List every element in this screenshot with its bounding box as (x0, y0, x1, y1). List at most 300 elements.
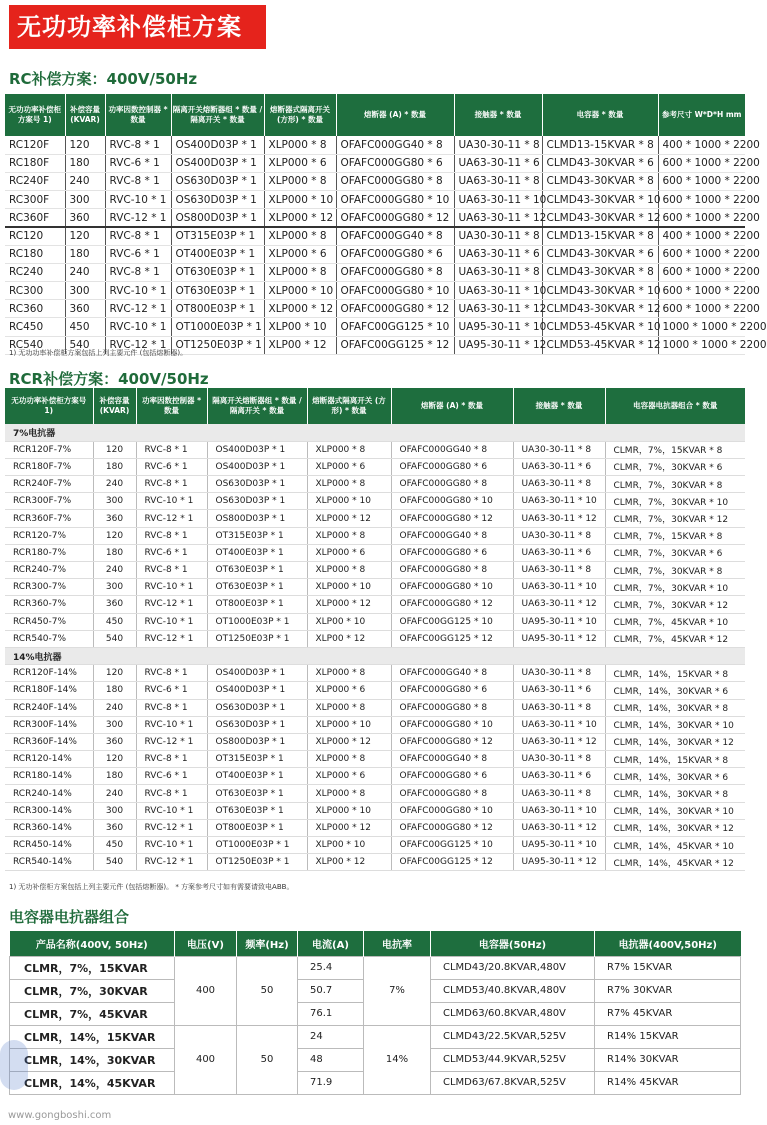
table-cell: OS400D03P * 1 (207, 441, 307, 458)
table-cell: 600 * 1000 * 2200 (658, 245, 745, 263)
voltage-cell: 400 (175, 956, 237, 1025)
table-cell: RVC-12 * 1 (136, 733, 207, 750)
rcr-header-cell: 无功功率补偿柜方案号 1) (5, 388, 93, 424)
table-cell: OFAFC000GG40 * 8 (391, 665, 513, 682)
table-cell: 540 (65, 336, 105, 354)
table-row (5, 282, 745, 300)
table-row (10, 956, 741, 979)
table-cell: XLP000 * 8 (264, 227, 336, 245)
table-cell: RVC-10 * 1 (105, 191, 171, 209)
table-cell: RCR120-14% (5, 751, 93, 768)
combo-header-cell: 产品名称(400V, 50Hz) (10, 931, 175, 956)
current-cell: 25.4 (298, 956, 364, 979)
table-cell: 300 (93, 802, 136, 819)
table-cell: OFAFC000GG40 * 8 (391, 751, 513, 768)
table-row (5, 493, 745, 510)
table-cell: UA95-30-11 * 10 (454, 318, 542, 336)
table-cell: 360 (93, 596, 136, 613)
table-cell: UA63-30-11 * 8 (513, 699, 605, 716)
table-cell: CLMR，7%，30KVAR * 6 (605, 544, 745, 561)
rc-header-cell: 熔断器式隔离开关 (方形) * 数量 (264, 94, 336, 136)
table-row (5, 476, 745, 493)
rc-header-cell: 电容器 * 数量 (542, 94, 658, 136)
table-row (5, 716, 745, 733)
combo-header-cell: 电容器(50Hz) (431, 931, 595, 956)
table-cell: 360 (93, 510, 136, 527)
table-cell: OT400E03P * 1 (171, 245, 264, 263)
table-cell: RCR120F-7% (5, 441, 93, 458)
table-cell: UA63-30-11 * 8 (513, 476, 605, 493)
table-cell: XLP00 * 10 (264, 318, 336, 336)
table-cell: CLMD43-30KVAR * 8 (542, 172, 658, 190)
table-cell: UA63-30-11 * 8 (513, 562, 605, 579)
table-cell: 180 (93, 682, 136, 699)
table-cell: UA30-30-11 * 8 (513, 751, 605, 768)
table-cell: CLMR，7%，45KVAR * 12 (605, 630, 745, 647)
combo-header-cell: 电压(V) (175, 931, 237, 956)
table-row (5, 562, 745, 579)
table-cell: OT1000E03P * 1 (207, 837, 307, 854)
table-cell: RVC-8 * 1 (136, 562, 207, 579)
reactor-cell: R7% 30KVAR (595, 979, 741, 1002)
table-cell: CLMD43-30KVAR * 6 (542, 154, 658, 172)
table-cell: OT315E03P * 1 (171, 227, 264, 245)
table-cell: CLMR，14%，45KVAR * 10 (605, 837, 745, 854)
table-cell: RVC-8 * 1 (105, 172, 171, 190)
table-cell: OT630E03P * 1 (171, 282, 264, 300)
table-cell: UA30-30-11 * 8 (513, 441, 605, 458)
table-cell: CLMD13-15KVAR * 8 (542, 227, 658, 245)
table-cell: CLMR，14%，30KVAR * 8 (605, 785, 745, 802)
table-cell: XLP000 * 8 (307, 785, 391, 802)
table-cell: RC450 (5, 318, 65, 336)
table-cell: UA95-30-11 * 10 (513, 837, 605, 854)
table-row (10, 1025, 741, 1048)
table-cell: CLMD43-30KVAR * 6 (542, 245, 658, 263)
table-cell: 180 (93, 544, 136, 561)
table-cell: OS400D03P * 1 (207, 458, 307, 475)
table-cell: OFAFC000GG80 * 10 (336, 191, 454, 209)
table-cell: OFAFC000GG80 * 10 (336, 282, 454, 300)
combo-header-cell: 频率(Hz) (237, 931, 298, 956)
table-cell: XLP000 * 8 (264, 136, 336, 154)
table-cell: 300 (65, 282, 105, 300)
table-cell: OFAFC000GG80 * 12 (336, 300, 454, 318)
table-row (5, 596, 745, 613)
table-row (5, 136, 745, 154)
table-cell: OS630D03P * 1 (207, 493, 307, 510)
table-cell: RC240 (5, 263, 65, 281)
table-cell: OFAFC000GG80 * 6 (391, 544, 513, 561)
table-cell: RVC-8 * 1 (136, 476, 207, 493)
table-row (5, 751, 745, 768)
table-row (5, 154, 745, 172)
table-cell: OFAFC000GG80 * 10 (391, 579, 513, 596)
table-row (5, 209, 745, 227)
table-cell: XLP000 * 10 (307, 716, 391, 733)
table-cell: 450 (93, 837, 136, 854)
table-cell: RCR300F-7% (5, 493, 93, 510)
table-row (5, 699, 745, 716)
table-cell: 1000 * 1000 * 2200 (658, 318, 745, 336)
product-name: CLMR，7%，45KVAR (10, 1002, 175, 1025)
table-cell: 600 * 1000 * 2200 (658, 191, 745, 209)
table-cell: OFAFC000GG80 * 6 (391, 458, 513, 475)
table-row (5, 579, 745, 596)
table-cell: RVC-6 * 1 (136, 682, 207, 699)
table-cell: RVC-8 * 1 (136, 785, 207, 802)
table-cell: OFAFC000GG80 * 6 (336, 154, 454, 172)
table-row (5, 613, 745, 630)
table-cell: RCR120-7% (5, 527, 93, 544)
table-row (5, 665, 745, 682)
watermark: www.gongboshi.com (8, 1110, 112, 1121)
table-cell: OT1250E03P * 1 (207, 854, 307, 871)
table-cell: OFAFC000GG80 * 8 (391, 785, 513, 802)
rc-header-cell: 接触器 * 数量 (454, 94, 542, 136)
combo-header-cell: 电流(A) (298, 931, 364, 956)
table-cell: UA63-30-11 * 6 (513, 544, 605, 561)
table-cell: OT800E03P * 1 (171, 300, 264, 318)
rc-header-cell: 熔断器 (A) * 数量 (336, 94, 454, 136)
table-cell: XLP00 * 10 (307, 613, 391, 630)
table-cell: XLP000 * 8 (307, 527, 391, 544)
table-cell: RCR300-7% (5, 579, 93, 596)
current-cell: 48 (298, 1048, 364, 1071)
table-cell: CLMR，7%，30KVAR * 12 (605, 510, 745, 527)
table-row (5, 854, 745, 871)
table-cell: OS400D03P * 1 (171, 136, 264, 154)
table-cell: OFAFC000GG80 * 6 (391, 682, 513, 699)
table-cell: CLMR，7%，30KVAR * 10 (605, 579, 745, 596)
reactance-ratio-cell: 14% (364, 1025, 431, 1094)
table-cell: 600 * 1000 * 2200 (658, 154, 745, 172)
rcr-header-cell: 隔离开关熔断器组 * 数量 / 隔离开关 * 数量 (207, 388, 307, 424)
table-cell: UA30-30-11 * 8 (513, 665, 605, 682)
table-cell: OFAFC000GG80 * 8 (391, 699, 513, 716)
table-cell: RVC-12 * 1 (136, 510, 207, 527)
table-cell: 240 (93, 562, 136, 579)
table-cell: XLP000 * 12 (307, 819, 391, 836)
table-row (5, 527, 745, 544)
table-cell: RVC-8 * 1 (136, 751, 207, 768)
table-cell: OFAFC000GG80 * 12 (391, 733, 513, 750)
table-row (5, 263, 745, 281)
table-row (5, 172, 745, 190)
table-cell: 360 (93, 819, 136, 836)
table-cell: XLP000 * 8 (307, 476, 391, 493)
table-cell: UA95-30-11 * 10 (513, 613, 605, 630)
table-cell: RVC-6 * 1 (136, 544, 207, 561)
table-cell: 300 (65, 191, 105, 209)
table-cell: OS800D03P * 1 (171, 209, 264, 227)
capacitor-cell: CLMD53/44.9KVAR,525V (431, 1048, 595, 1071)
table-cell: OT315E03P * 1 (207, 751, 307, 768)
table-cell: 1000 * 1000 * 2200 (658, 336, 745, 354)
rc-header-cell: 无功功率补偿柜方案号 1) (5, 94, 65, 136)
table-row (5, 191, 745, 209)
current-cell: 50.7 (298, 979, 364, 1002)
table-cell: UA63-30-11 * 10 (513, 493, 605, 510)
table-cell: OT630E03P * 1 (171, 263, 264, 281)
table-cell: RCR240-7% (5, 562, 93, 579)
reactor-cell: R14% 15KVAR (595, 1025, 741, 1048)
table-row (5, 318, 745, 336)
table-row (5, 819, 745, 836)
table-row (5, 245, 745, 263)
table-cell: UA63-30-11 * 12 (513, 510, 605, 527)
table-cell: RVC-10 * 1 (136, 837, 207, 854)
table-cell: CLMD43-30KVAR * 8 (542, 263, 658, 281)
capacitor-cell: CLMD63/60.8KVAR,480V (431, 1002, 595, 1025)
table-cell: 360 (93, 733, 136, 750)
watermark-logo (0, 1040, 28, 1090)
rc-header-cell: 参考尺寸 W*D*H mm (658, 94, 745, 136)
table-cell: CLMD43-30KVAR * 10 (542, 191, 658, 209)
table-cell: 240 (65, 172, 105, 190)
table-cell: OT1250E03P * 1 (207, 630, 307, 647)
reactor-cell: R7% 45KVAR (595, 1002, 741, 1025)
table-cell: CLMD43-30KVAR * 12 (542, 300, 658, 318)
table-cell: UA63-30-11 * 8 (454, 263, 542, 281)
table-cell: UA63-30-11 * 12 (513, 733, 605, 750)
combo-header-cell: 电抗器(400V,50Hz) (595, 931, 741, 956)
product-name: CLMR，14%，30KVAR (10, 1048, 175, 1071)
table-cell: OFAFC000GG80 * 8 (336, 263, 454, 281)
table-cell: 300 (93, 716, 136, 733)
table-cell: CLMR，14%，30KVAR * 12 (605, 819, 745, 836)
table-cell: OFAFC000GG80 * 12 (391, 596, 513, 613)
table-cell: RVC-10 * 1 (105, 318, 171, 336)
table-cell: XLP000 * 10 (264, 191, 336, 209)
table-cell: CLMR，7%，30KVAR * 8 (605, 562, 745, 579)
table-cell: OFAFC000GG80 * 12 (391, 819, 513, 836)
rcr-section-title: RCR补偿方案：400V/50Hz (9, 370, 209, 388)
table-cell: 600 * 1000 * 2200 (658, 300, 745, 318)
table-cell: CLMR，7%，30KVAR * 8 (605, 476, 745, 493)
table-cell: UA63-30-11 * 12 (454, 209, 542, 227)
table-cell: OFAFC000GG80 * 6 (391, 768, 513, 785)
table-cell: RVC-8 * 1 (136, 527, 207, 544)
table-cell: 600 * 1000 * 2200 (658, 263, 745, 281)
table-cell: 400 * 1000 * 2200 (658, 136, 745, 154)
table-cell: CLMR，14%，45KVAR * 12 (605, 854, 745, 871)
frequency-cell: 50 (237, 1025, 298, 1094)
table-cell: RCR540-7% (5, 630, 93, 647)
table-cell: CLMR，14%，15KVAR * 8 (605, 751, 745, 768)
table-cell: XLP000 * 8 (307, 665, 391, 682)
table-cell: XLP000 * 8 (307, 699, 391, 716)
table-cell: CLMD43-30KVAR * 10 (542, 282, 658, 300)
table-cell: OFAFC000GG40 * 8 (391, 441, 513, 458)
table-cell: RCR240-14% (5, 785, 93, 802)
table-cell: UA63-30-11 * 10 (454, 191, 542, 209)
table-cell: OT315E03P * 1 (207, 527, 307, 544)
rc-header-cell: 功率因数控制器 * 数量 (105, 94, 171, 136)
table-cell: UA30-30-11 * 8 (454, 136, 542, 154)
table-cell: CLMD13-15KVAR * 8 (542, 136, 658, 154)
table-cell: RCR360-14% (5, 819, 93, 836)
table-cell: 120 (93, 527, 136, 544)
table-cell: UA63-30-11 * 10 (513, 802, 605, 819)
rc-header-cell: 补偿容量 (KVAR) (65, 94, 105, 136)
table-cell: OS630D03P * 1 (207, 699, 307, 716)
table-cell: OT1000E03P * 1 (171, 318, 264, 336)
table-cell: OFAFC000GG80 * 10 (391, 493, 513, 510)
table-cell: OFAFC000GG80 * 8 (391, 476, 513, 493)
table-cell: RC300 (5, 282, 65, 300)
table-cell: OFAFC000GG80 * 12 (336, 209, 454, 227)
table-cell: UA95-30-11 * 12 (513, 854, 605, 871)
table-cell: OT630E03P * 1 (207, 579, 307, 596)
table-row (5, 802, 745, 819)
table-cell: 360 (65, 209, 105, 227)
table-cell: 600 * 1000 * 2200 (658, 282, 745, 300)
table-cell: UA63-30-11 * 8 (454, 172, 542, 190)
table-cell: UA63-30-11 * 12 (513, 819, 605, 836)
reactance-ratio-cell: 7% (364, 956, 431, 1025)
table-cell: CLMR，14%，30KVAR * 6 (605, 682, 745, 699)
capacitor-cell: CLMD53/40.8KVAR,480V (431, 979, 595, 1002)
table-cell: OFAFC00GG125 * 12 (336, 336, 454, 354)
table-cell: RVC-12 * 1 (105, 300, 171, 318)
table-row (5, 682, 745, 699)
table-cell: XLP000 * 12 (307, 510, 391, 527)
table-cell: UA95-30-11 * 12 (513, 630, 605, 647)
reactor-cell: R7% 15KVAR (595, 956, 741, 979)
reactor-cell: R14% 30KVAR (595, 1048, 741, 1071)
table-cell: UA63-30-11 * 10 (513, 716, 605, 733)
table-cell: RVC-8 * 1 (136, 699, 207, 716)
table-cell: 180 (93, 458, 136, 475)
table-cell: RCR180-7% (5, 544, 93, 561)
table-cell: OS400D03P * 1 (207, 665, 307, 682)
table-cell: OT800E03P * 1 (207, 819, 307, 836)
table-cell: RVC-12 * 1 (136, 819, 207, 836)
rcr-note: 1) 无功补偿柜方案包括上列主要元件 (包括熔断器)。 * 方案参考尺寸如有需要请致电ABB。 (9, 883, 294, 891)
table-cell: RVC-6 * 1 (105, 154, 171, 172)
table-cell: CLMR，7%，30KVAR * 6 (605, 458, 745, 475)
table-cell: OFAFC000GG80 * 6 (336, 245, 454, 263)
rcr-header-cell: 补偿容量 (KVAR) (93, 388, 136, 424)
table-cell: RVC-10 * 1 (136, 716, 207, 733)
table-cell: 240 (93, 699, 136, 716)
table-row (5, 227, 745, 245)
table-cell: OFAFC000GG40 * 8 (336, 227, 454, 245)
rc-header-cell: 隔离开关熔断器组 * 数量 / 隔离开关 * 数量 (171, 94, 264, 136)
table-row (5, 300, 745, 318)
table-cell: XLP000 * 10 (307, 802, 391, 819)
table-cell: OFAFC00GG125 * 12 (391, 854, 513, 871)
table-cell: OFAFC00GG125 * 10 (391, 613, 513, 630)
table-cell: 240 (65, 263, 105, 281)
table-cell: XLP00 * 12 (264, 336, 336, 354)
table-cell: 120 (93, 665, 136, 682)
table-cell: UA63-30-11 * 8 (513, 785, 605, 802)
table-cell: RC360F (5, 209, 65, 227)
table-cell: CLMR，14%，30KVAR * 12 (605, 733, 745, 750)
frequency-cell: 50 (237, 956, 298, 1025)
table-cell: CLMD53-45KVAR * 10 (542, 318, 658, 336)
table-row (5, 768, 745, 785)
table-cell: OT400E03P * 1 (207, 544, 307, 561)
table-cell: OT1000E03P * 1 (207, 613, 307, 630)
table-cell: RC120 (5, 227, 65, 245)
page-title: 无功功率补偿柜方案 (9, 5, 266, 49)
table-cell: XLP000 * 8 (264, 263, 336, 281)
table-cell: OFAFC000GG80 * 12 (391, 510, 513, 527)
table-cell: UA63-30-11 * 10 (513, 579, 605, 596)
table-cell: RCR360F-14% (5, 733, 93, 750)
reactor-cell: R14% 45KVAR (595, 1071, 741, 1094)
table-row (5, 510, 745, 527)
table-row (5, 441, 745, 458)
rc-table (5, 94, 767, 355)
table-cell: CLMR，7%，30KVAR * 12 (605, 596, 745, 613)
table-cell: OS630D03P * 1 (207, 716, 307, 733)
group-label: 14%电抗器 (5, 647, 745, 664)
table-cell: RVC-12 * 1 (136, 596, 207, 613)
table-cell: XLP00 * 10 (307, 837, 391, 854)
table-cell: UA63-30-11 * 6 (454, 154, 542, 172)
table-cell: RVC-8 * 1 (136, 441, 207, 458)
table-cell: OS800D03P * 1 (207, 510, 307, 527)
combo-header-cell: 电抗率 (364, 931, 431, 956)
table-cell: RC240F (5, 172, 65, 190)
table-cell: RCR240F-14% (5, 699, 93, 716)
table-cell: 540 (93, 630, 136, 647)
table-cell: CLMR，14%，15KVAR * 8 (605, 665, 745, 682)
table-cell: 400 * 1000 * 2200 (658, 227, 745, 245)
table-cell: XLP000 * 6 (307, 544, 391, 561)
product-name: CLMR，14%，15KVAR (10, 1025, 175, 1048)
table-cell: CLMR，14%，30KVAR * 10 (605, 716, 745, 733)
table-cell: RC180 (5, 245, 65, 263)
table-cell: XLP000 * 12 (264, 209, 336, 227)
table-cell: OT630E03P * 1 (207, 785, 307, 802)
current-cell: 76.1 (298, 1002, 364, 1025)
table-cell: UA30-30-11 * 8 (513, 527, 605, 544)
table-cell: OS630D03P * 1 (171, 191, 264, 209)
table-cell: XLP00 * 12 (307, 630, 391, 647)
table-cell: UA63-30-11 * 12 (454, 300, 542, 318)
table-cell: XLP000 * 12 (307, 733, 391, 750)
table-row (5, 544, 745, 561)
table-cell: RVC-8 * 1 (105, 136, 171, 154)
table-cell: XLP000 * 8 (307, 751, 391, 768)
table-cell: OT1250E03P * 1 (171, 336, 264, 354)
table-cell: XLP000 * 6 (264, 245, 336, 263)
table-cell: XLP000 * 8 (307, 562, 391, 579)
group-label: 7%电抗器 (5, 424, 745, 441)
table-cell: RCR300F-14% (5, 716, 93, 733)
combo-section-title: 电容器电抗器组合 (9, 908, 130, 926)
table-cell: RVC-8 * 1 (105, 227, 171, 245)
table-cell: RVC-10 * 1 (136, 493, 207, 510)
capacitor-cell: CLMD43/20.8KVAR,480V (431, 956, 595, 979)
table-cell: RCR120F-14% (5, 665, 93, 682)
table-cell: RVC-8 * 1 (105, 263, 171, 281)
product-name: CLMR，7%，30KVAR (10, 979, 175, 1002)
voltage-cell: 400 (175, 1025, 237, 1094)
capacitor-cell: CLMD43/22.5KVAR,525V (431, 1025, 595, 1048)
table-cell: XLP000 * 10 (264, 282, 336, 300)
product-name: CLMR，7%，15KVAR (10, 956, 175, 979)
table-cell: 300 (93, 493, 136, 510)
table-cell: OFAFC00GG125 * 12 (391, 630, 513, 647)
table-cell: RC300F (5, 191, 65, 209)
table-cell: 180 (65, 245, 105, 263)
